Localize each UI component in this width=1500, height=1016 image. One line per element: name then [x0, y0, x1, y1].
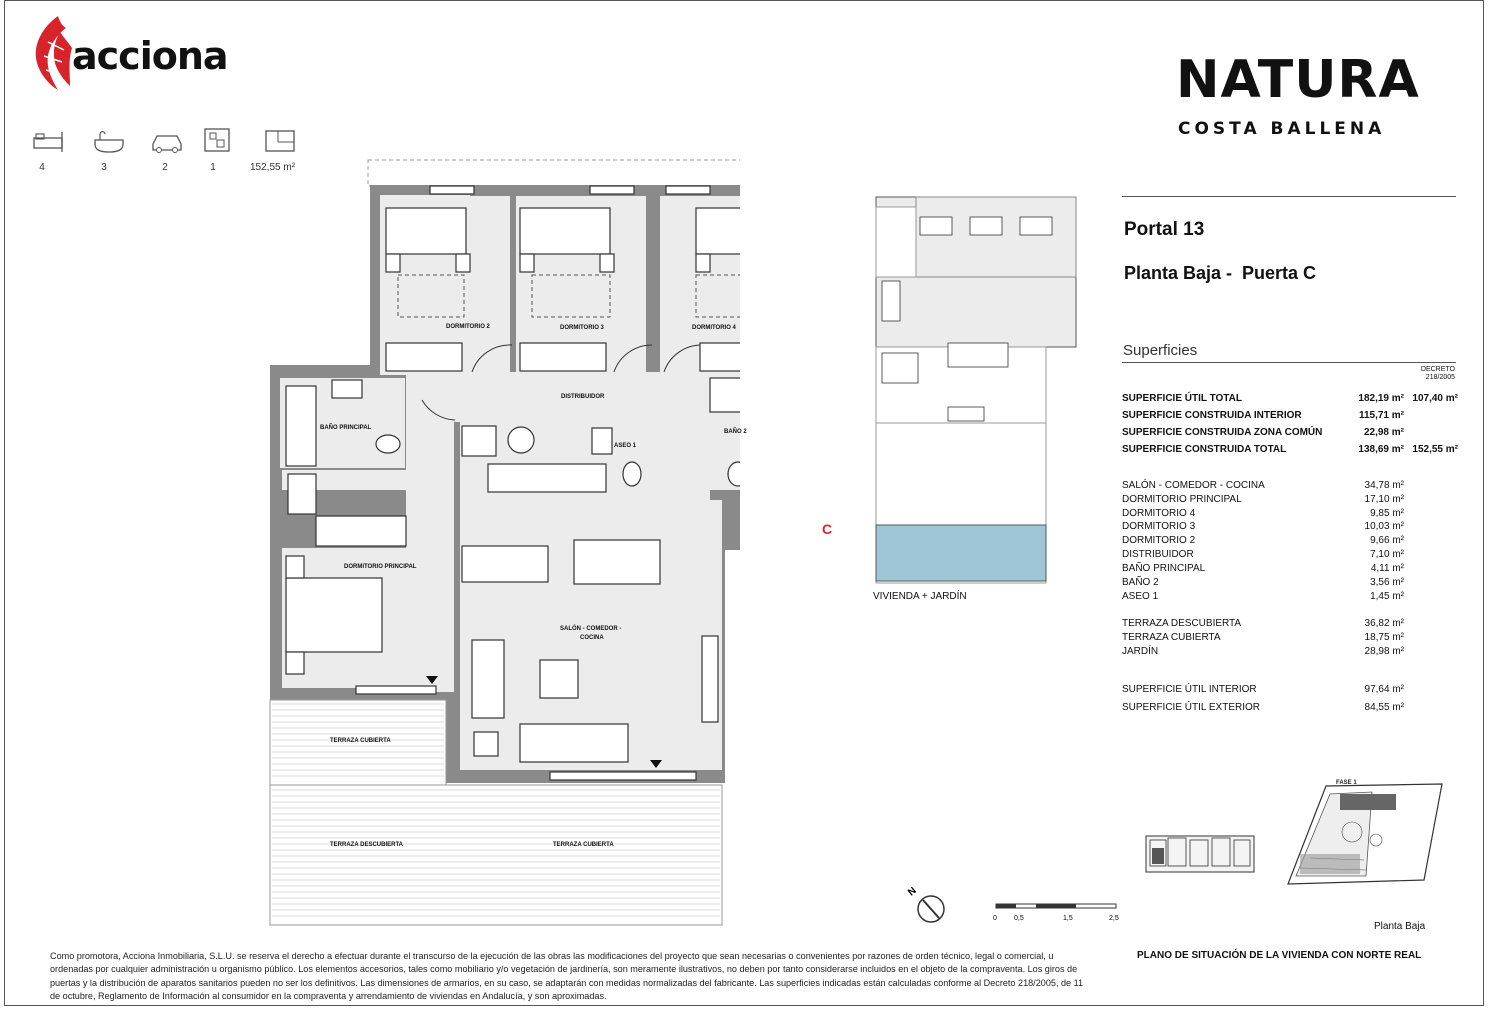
north-label: N [906, 885, 919, 899]
scale-tick: 2,5 [1109, 915, 1119, 922]
bed-count: 4 [39, 162, 45, 173]
site-fase-label: FASE 1 [1336, 780, 1357, 786]
entrance-label: C [822, 521, 833, 537]
label-aseo-1: ASEO 1 [614, 443, 637, 449]
legal-disclaimer: Como promotora, Acciona Inmobiliaria, S.L.U. se reserva el derecho a efectuar durante el transcurso de la ejecución de las obras las modificaciones del proyecto que sean necesarias o convenientes por razones de orden técnico, legal o comercial, u ordenadas por cualquier administración u organismo público. Los elementos accesorios, tales como mobiliario y/o vegetación de jardinería, son meramente ilustrativos, no deben por tanto considerarse incluidos en el objeto de la compraventa. Los giros de puertas y la distribución de aparatos sanitarios pueden no ser los definitivos. Las dimensiones de armarios, en su caso, se adaptarán con medidas normalizadas del fabricante. Las superficies indicadas están calculadas conforme al Decreto 218/2005, de 11 de octubre, Reglamento de Información al consumidor en la compraventa y arrendamiento de viviendas en Andalucía, y son aproximadas. [50, 951, 1084, 1002]
label-bano-2: BAÑO 2 [724, 429, 747, 435]
scale-tick: 0,5 [1014, 915, 1024, 922]
label-distribuidor: DISTRIBUIDOR [561, 394, 605, 400]
label-terraza-cubierta-1: TERRAZA CUBIERTA [330, 738, 391, 744]
label-terraza-descubierta: TERRAZA DESCUBIERTA [330, 842, 403, 848]
bath-icon [92, 128, 126, 154]
floor-plan [260, 150, 740, 940]
label-salon: SALÓN - COMEDOR - [560, 626, 622, 632]
label-bano-principal: BAÑO PRINCIPAL [320, 425, 372, 431]
superficies-divider [1122, 362, 1456, 363]
car-icon [150, 130, 184, 154]
label-dormitorio-principal: DORMITORIO PRINCIPAL [344, 564, 417, 570]
scale-tick: 0 [993, 915, 997, 922]
bath-count: 3 [101, 162, 107, 173]
site-plan [1140, 778, 1446, 888]
bed-icon [32, 128, 66, 154]
project-logo-title: NATURA [1176, 50, 1420, 110]
acciona-logo-text: acciona [72, 34, 228, 78]
storage-icon [202, 126, 232, 154]
decreto-line-1: DECRETO [1420, 366, 1455, 373]
plano-situacion-label: PLANO DE SITUACIÓN DE LA VIVIENDA CON NORTE REAL [1137, 950, 1422, 961]
label-terraza-cubierta-2: TERRAZA CUBIERTA [553, 842, 614, 848]
superficies-title: Superficies [1123, 342, 1198, 359]
car-count: 2 [162, 162, 168, 173]
area-value: 152,55 m² [250, 162, 296, 173]
label-dormitorio-2: DORMITORIO 2 [446, 324, 490, 330]
planta-title: Planta Baja - Puerta C [1124, 263, 1317, 283]
mini-plan [872, 195, 1082, 590]
label-dormitorio-3: DORMITORIO 3 [560, 325, 604, 331]
mini-plan-caption: VIVIENDA + JARDÍN [873, 591, 967, 602]
decreto-line-2: 218/2005 [1425, 374, 1455, 381]
project-logo-subtitle: COSTA BALLENA [1178, 119, 1386, 139]
storage-count: 1 [210, 162, 216, 173]
header-divider [1122, 196, 1456, 197]
decreto-note [1410, 366, 1455, 382]
label-cocina: COCINA [580, 635, 604, 641]
portal-title: Portal 13 [1124, 219, 1205, 240]
north-compass-icon [905, 882, 955, 928]
scale-bar [990, 900, 1125, 924]
scale-tick: 1,5 [1063, 915, 1073, 922]
acciona-logo [28, 10, 228, 95]
site-caption: Planta Baja [1374, 921, 1426, 932]
label-dormitorio-4: DORMITORIO 4 [692, 325, 736, 331]
